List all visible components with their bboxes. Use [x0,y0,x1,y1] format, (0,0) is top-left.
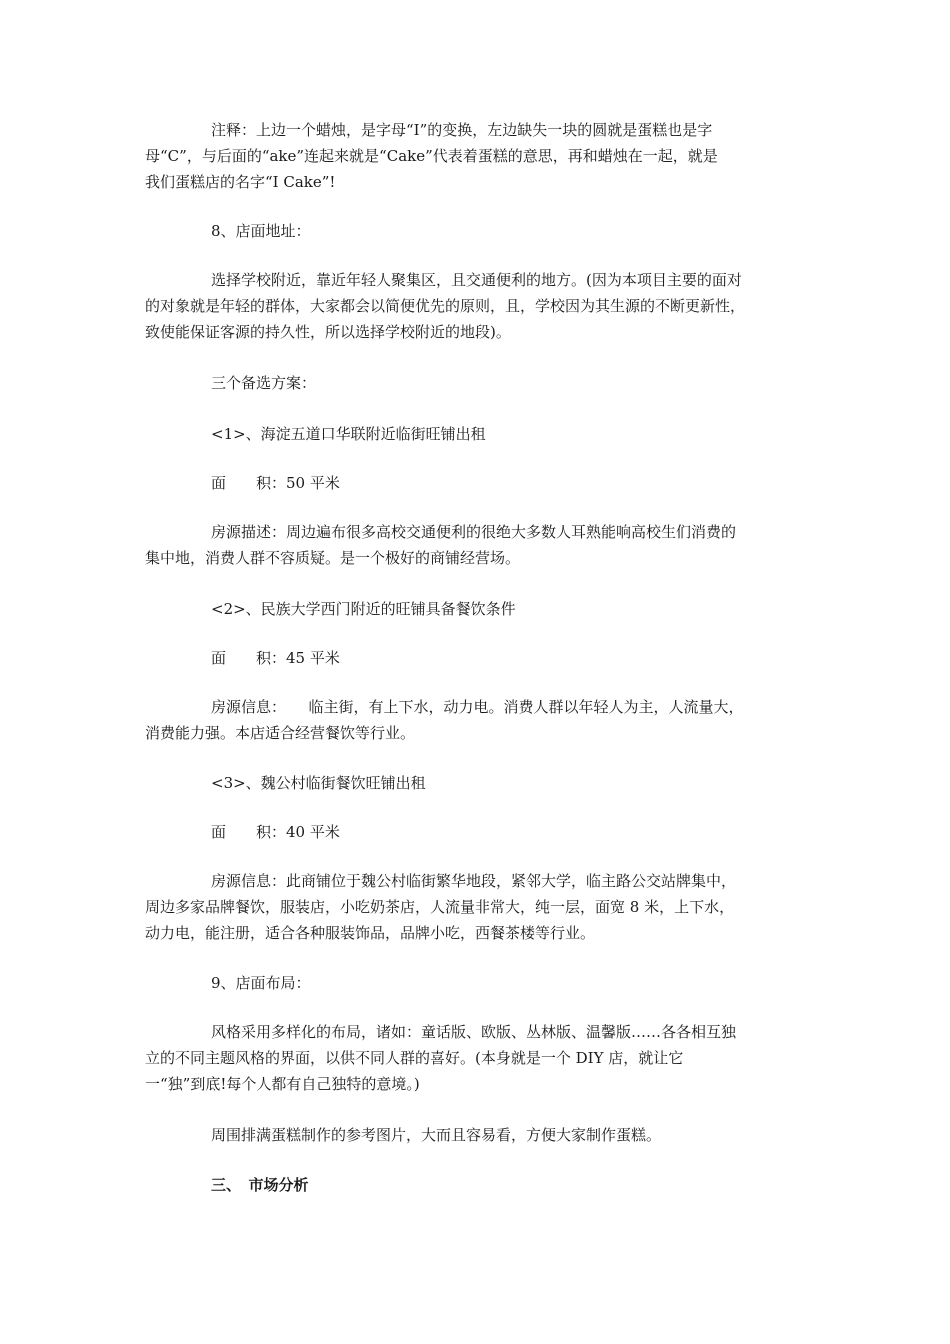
paragraph-line: 风格采用多样化的布局，诸如：童话版、欧版、丛林版、温馨版……各各相互独 [211,1023,737,1041]
paragraph-line: 房源信息： 临主街，有上下水，动力电。消费人群以年轻人为主，人流量大， [211,698,744,716]
option-title: <3>、魏公村临街餐饮旺铺出租 [211,774,426,792]
paragraph-line: 集中地，消费人群不容质疑。是一个极好的商铺经营场。 [145,549,521,567]
section-heading: 8、店面地址： [211,222,311,240]
paragraph-line: 母“C”，与后面的“ake”连起来就是“Cake”代表着蛋糕的意思，再和蜡烛在一起，就是 [145,147,718,165]
paragraph-line: 注释：上边一个蜡烛，是字母“I”的变换，左边缺失一块的圆就是蛋糕也是字 [211,121,713,139]
paragraph-line: 消费能力强。本店适合经营餐饮等行业。 [145,724,416,742]
paragraph-line: 房源描述：周边遍布很多高校交通便利的很绝大多数人耳熟能响高校生们消费的 [211,523,737,541]
option-area: 面 积：40 平米 [211,823,340,841]
option-title: <1>、海淀五道口华联附近临街旺铺出租 [211,425,486,443]
section-heading: 9、店面布局： [211,974,311,992]
paragraph-line: 致使能保证客源的持久性，所以选择学校附近的地段)。 [145,323,511,341]
option-title: <2>、民族大学西门附近的旺铺具备餐饮条件 [211,600,516,618]
chapter-heading: 三、 市场分析 [211,1176,309,1194]
paragraph-line: 立的不同主题风格的界面，以供不同人群的喜好。(本身就是一个 DIY 店，就让它 [145,1049,684,1067]
option-area: 面 积：45 平米 [211,649,340,667]
paragraph-line: 三个备选方案： [211,374,317,392]
paragraph-line: 的对象就是年轻的群体，大家都会以简便优先的原则，且，学校因为其生源的不断更新性， [145,297,746,315]
option-area: 面 积：50 平米 [211,474,340,492]
paragraph-line: 选择学校附近，靠近年轻人聚集区，且交通便利的地方。(因为本项目主要的面对 [211,271,742,289]
paragraph-line: 动力电，能注册，适合各种服装饰品，品牌小吃，西餐茶楼等行业。 [145,924,596,942]
paragraph-line: 周边多家品牌餐饮，服装店，小吃奶茶店，人流量非常大，纯一层，面宽 8 米，上下水， [145,898,735,916]
paragraph-line: 我们蛋糕店的名字“I Cake”! [145,173,336,191]
paragraph-line: 房源信息：此商铺位于魏公村临街繁华地段，紧邻大学，临主路公交站牌集中， [211,872,737,890]
paragraph-line: 周围排满蛋糕制作的参考图片，大而且容易看，方便大家制作蛋糕。 [211,1126,662,1144]
paragraph-line: 一“独”到底!每个人都有自己独特的意境。) [145,1075,420,1093]
